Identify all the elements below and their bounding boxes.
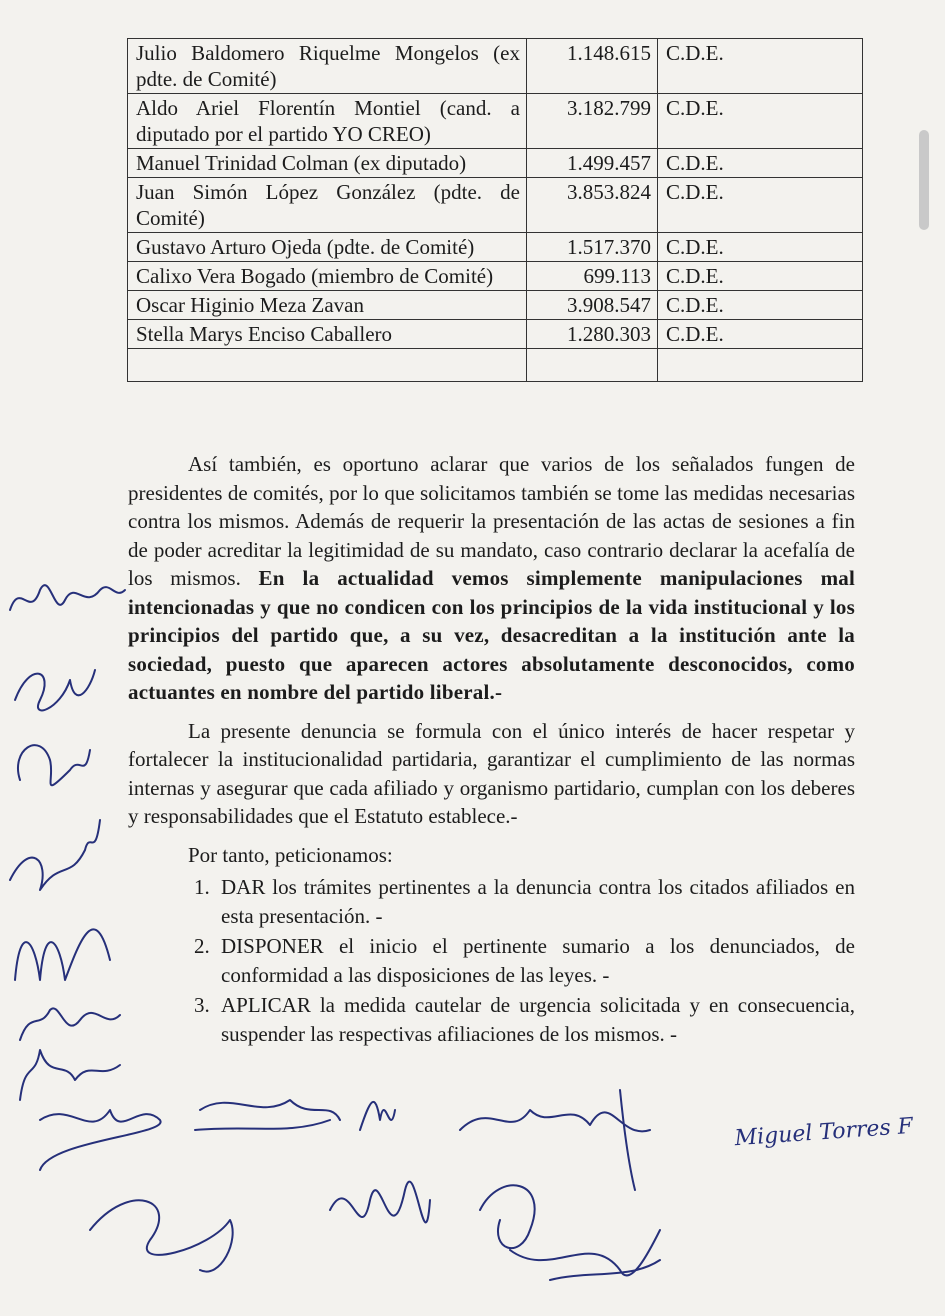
table-row [128,320,863,349]
id-number-cell: 1.280.303 [527,320,658,349]
empty-cell [128,349,527,382]
petition-number: 1. [194,875,210,899]
empty-cell [658,349,863,382]
petition-number: 3. [194,993,210,1017]
petition-item [194,873,855,930]
org-cell: C.D.E. [658,233,863,262]
org-cell: C.D.E. [658,94,863,149]
petition-text: APLICAR la medida cautelar de urgencia solicitada y en consecuencia, suspender las respectivas afiliaciones de los mismos. - [221,993,855,1046]
org-cell: C.D.E. [658,149,863,178]
petition-text: DAR los trámites pertinentes a la denuncia contra los citados afiliados en esta presentación. - [221,875,855,928]
id-number-cell: 1.148.615 [527,39,658,94]
org-cell: C.D.E. [658,262,863,291]
petition-item [194,991,855,1048]
member-name-cell: Gustavo Arturo Ojeda (pdte. de Comité) [128,233,527,262]
org-cell: C.D.E. [658,320,863,349]
document-body [128,450,855,1050]
signature-miguel-torres: Miguel Torres F [733,1113,914,1152]
member-name-cell: Manuel Trinidad Colman (ex diputado) [128,149,527,178]
member-name-cell: Aldo Ariel Florentín Montiel (cand. a diputado por el partido YO CREO) [128,94,527,149]
id-number-cell: 3.853.824 [527,178,658,233]
table-row [128,94,863,149]
id-number-cell: 1.517.370 [527,233,658,262]
table-row [128,233,863,262]
id-number-cell: 699.113 [527,262,658,291]
table-row [128,149,863,178]
id-number-cell: 3.908.547 [527,291,658,320]
member-name-cell: Stella Marys Enciso Caballero [128,320,527,349]
petition-intro: Por tanto, peticionamos: [188,842,393,867]
empty-cell [527,349,658,382]
petition-list [128,873,855,1048]
petition-number: 2. [194,934,210,958]
paragraph-clarification-bold: En la actualidad vemos simplemente manipulaciones mal intencionadas y que no condicen con los principios de la vida institucional y los principios del partido que, a su vez, desacreditan a la institución ante la sociedad, puesto que aparecen actores absolutamente desconocidos, como actuantes en nombre del partido liberal.- [128,566,855,704]
table-row [128,291,863,320]
member-name-cell: Calixo Vera Bogado (miembro de Comité) [128,262,527,291]
table-row-empty [128,349,863,382]
org-cell: C.D.E. [658,39,863,94]
member-name-cell: Oscar Higinio Meza Zavan [128,291,527,320]
org-cell: C.D.E. [658,291,863,320]
bottom-signatures [30,1080,930,1316]
margin-signatures [0,560,140,1120]
petition-item [194,932,855,989]
table-body [128,39,863,382]
paragraph-purpose: La presente denuncia se formula con el único interés de hacer respetar y fortalecer la institucionalidad partidaria, garantizar el cumplimiento de las normas internas y asegurar que cada afiliado y organismo partidario, cumplan con los deberes y responsabilidades que el Estatuto establece.- [128,718,855,828]
paragraph-clarification [128,450,855,707]
denounced-members-table [127,38,863,382]
org-cell: C.D.E. [658,178,863,233]
member-name-cell: Julio Baldomero Riquelme Mongelos (ex pdte. de Comité) [128,39,527,94]
table-row [128,39,863,94]
scroll-indicator[interactable] [919,130,929,230]
paragraph-clarification-plain: Así también, es oportuno aclarar que varios de los señalados fungen de presidentes de comités, por lo que solicitamos también se tome las medidas necesarias contra los mismos. Además de requerir la presentación de las actas de sesiones a fin de poder acreditar la legitimidad de su mandato, caso contrario declarar la acefalía de los mismos. [128,452,855,590]
member-name-cell: Juan Simón López González (pdte. de Comité) [128,178,527,233]
table-row [128,262,863,291]
table-row [128,178,863,233]
id-number-cell: 3.182.799 [527,94,658,149]
id-number-cell: 1.499.457 [527,149,658,178]
petition-text: DISPONER el inicio el pertinente sumario a los denunciados, de conformidad a las disposiciones de las leyes. - [221,934,855,987]
